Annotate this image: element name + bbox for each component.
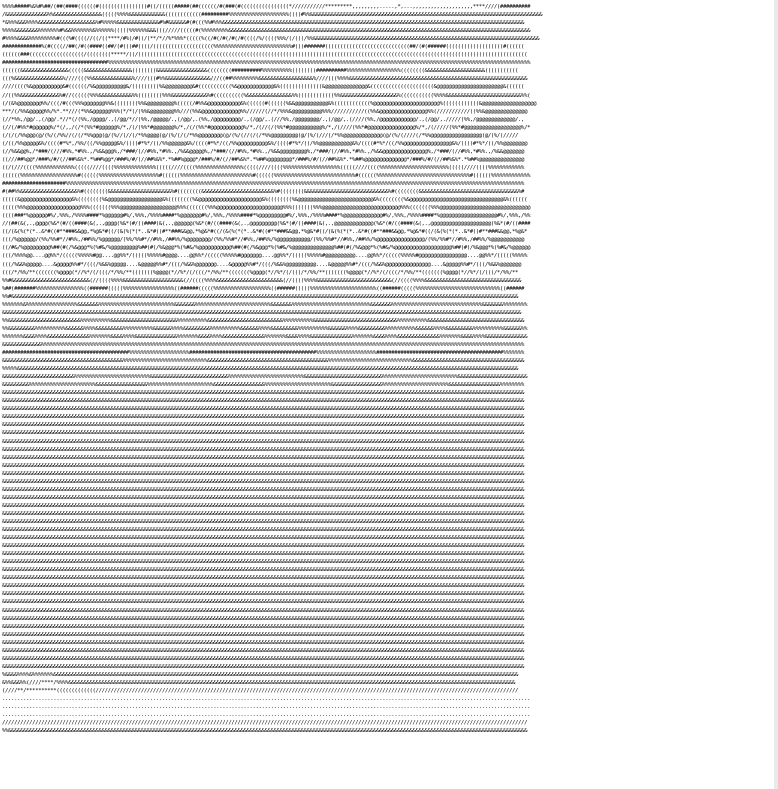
ascii-art-line: ##########################################%%%%%%%%%%%%%%%%%%%%##########################################%%%%%%%%%%%%%%%%%%%%##########################################%%%%%%% [2,350,525,357]
ascii-art-line: &&&&&&&&&&&&&&&&&&&&&&&&&&&&&&&&&&&&&&&&&&&&&&&&&&&&&&&&&&&&&&&&&&&&&&&&&&&&&&&&&&&&&&&&&&&&&&&&&&&&&&&&&&&&&&&&&&&&&&&&&&&&&&&&&&&&&&&&&&&&&&&&&&&&&&&&&&&&&&&&&&&&&&&&&&&&& [2,519,525,525]
ascii-art-line: (((/%&&%@@@@@....&@@@@@%%#*/(((/%&&%@@@@@....&@@@@@%%#*/(((/%&&%@@@@@@@....&@@@@@%%#*/(((/%&&%@@@@@@@@@@....&@@@@@%%#*/(((/%&&%@@@@@@@@@@@@@@@....&@@@@@%%#*/(((/%&&%@@@@@@@ [2,261,522,268]
ascii-art-line: #####################%%%%%%%%%%%%%%%%%%%%%%%%%%%%%%%%%%%%%%%%%%%%%%%%%%%%%%%%%%%%%%%%%%%%%%%%%%%%%%%%%%%%%%%%%%%%%%%%%%%%%%%%%%%%%%%%%%%%%%%%%%%%%%%%%%%%%%%%%%%%%%%%%%%%%%%% [2,181,525,188]
ascii-art-line: ............................................................................................................................................................................... [2,696,531,703]
ascii-art-line: &&&&&&&&&&&&&&&&&&&&&&&&&&&&&&&&&&&&&&&&&&&&&&&&&&&&&&&&&&&&&&&&&&&&&&&&&&&&&&&&&&&&&&&&&&&&&&&&&&&&&&&&&&&&&&&&&&&&&&&&&&&&&&&&&&&&&&&&&&&&&&&&&&&&&&&&&&&&&&&&&&&&&&&&&&&&& [2,494,525,501]
ascii-art-line: ((((###*%@@@@@@#%/,%%%,/%%%%####*%@@@@@@#%/,%%%,/%%%%####*%@@@@@@@#%/,%%%,/%%%%####*%@@@@@@@@@#%/,%%%,/%%%%####*%@@@@@@@@@@@@@#%/,%%%,/%%%%####*%@@@@@@@@@@@@@@@@@@@#%/,%%%,/%% [2,213,531,220]
ascii-art-line: (//%&&@@%,/*###/(///#%%,*#%%.,/%&&@@@%,/*###/(//#%%,*#%%.,/%&&@@@@@%,/*###/(//#%%,*#%%.,/%&&@@@@@@@@@%,/*###/(//#%%,*#%%.,/%&&@@@@@@@@@@@@@@@%,/*###/(//#%%,*#%%.,/%&&@@@@@@@ [2,148,525,155]
ascii-art-line: &&&&&&&&&&&&&&&&&&&&&&&&&&&&&&&&&&&&&&&&&&&&&&&&&&&&&&&&&&&&&&&&&&&&&&&&&&&&&&&&&&&&&&&&&&&&&&&&&&&&&&&&&&&&&&&&&&&&&&&&&&&&&&&&&&&&&&&&&&&&&&&&&&&&&&&&&&&&&&&&&&&&&&&&&&&&& [2,631,525,638]
ascii-art-line: #%%%%&&&&%%%%%%%%%#(((%#((((//((/((****/#%(/#((/(**/*//%*%%%*(((((%((/#(/#(/#(/#((((/%/((((%%%/(/(((/%%&&&&&&&&&&&&&&&&&&&&&&&&&&&&&&&&&&&&&&&&&&&&&&&&&&&&&&&&&&&&&&&&&&&&&&&&&&& [2,36,540,43]
ascii-art-line: &&&&&&&&&&&&&&&&&&&&&&&&&&&&&&&&&&&&&&&&&&&&&&&&&&&&&&&&&&&&&&&&&&&&&&&&&&&&&&&&&&&&&&&&&&&&&&&&&&&&&&&&&&&&&&&&&&&&&&&&&&&&&&&&&&&&&&&&&&&&&&&&&&&&&&&&&&&&&&&&&&&&&&&&&&&&& [2,398,525,405]
ascii-art-line: &&&&&&&&&&&&&&&&&&&&&&&&&&&&&&&&&&&&&&&&&&&&&&&&&&&&&&&&&&&&&&&&&&&&&&&&&&&&&&&&&&&&&&&&&&&&&&&&&&&&&&&&&&&&&&&&&&&&&&&&&&&&&&&&&&&&&&&&&&&&&&&&&&&&&&&&&&&&&&&&&&&&&&&&&&&&& [2,567,525,574]
ascii-art-line: %%&&&&&&&&&%%%%%%%%%%&&&&&&%%%%&&&&&&&&&%%%%%%%%%%&&&&&&%%%%&&&&&&&&&%%%%%%%%%%&&&&&&%%%%&&&&&&&&&%%%%%%%%%%&&&&&&%%%%&&&&&&&&&%%%%%%%%%%&&&&&&%%%%&&&&&&&&&%%%%%%%%%%&&&&&&%% [2,325,528,332]
ascii-art-line: (/(/(/%%@@@(@/(%/(/%%//(/(/*%%@@@(@/(%//(//(/*%%@@@@(@/(%/(/(/*%%@@@@@@@@(@/(%/(//(/(/*%%@@@@@@@@@(@/(%/(///(/*%%@@@@@@@@@@@@@(@/(%/(////(/*%%@@@@@@@@@@@@@@@@@(@/(%/(///// [2,132,519,139]
ascii-art-line: %%&&&&&&&&&&&&&&&&&&&&&&&&&&&&&&&&&&&&&&&&&&&&&&&&&&&&&&&&&&&&&&&&&&&&&&&&&&&&&&&&&&&&&&&&&&&&&&&&&&&&&&&&&&&&&&&&&&&&&&&&&&&&&&&&&&&&&&&&&&&&&&&&&&&&&&&&&&&&&&&&&&&&&&&&&&&& [2,728,528,735]
ascii-art-line: //((%%&&&&&&&&&&&&&%#//((((((%%%&&&&&&&&&&&%%((((((((%%%&&&&&&&&&&&&%#((((((((((%&&&&&&&&&&&&&&&%%((((((((((((%%&&&&&&&&&&&&&&&&&&&%(((((((((((%%%%&&&&&&&&&&&&&&&&&&&&&&&&&%%( [2,92,531,99]
ascii-art-line: %%%%#####%&%#%##/(##(####((((((#((((((((((((((((#((/(((((#####(##((((((/#(###(#((((((((((((((((*///////////*********,,,,,,,,,.....,*,...,,,,,,,,,,,,,,,,,,,,****////(########## [2,4,531,10]
ascii-art-line: ((((((###((((((((((((((((((/((((((((*****/((/((((((((((((((((((((((((((((((((((((((((((((((((((((((((((((((((((((((((((((((((((((((((((((((((((((((((((((((((((((((((((((((((( [2,52,528,59]
ascii-art-line: %%%%&&&&&&&&%%%%%%%#%&&%%%%%%%&%%%%%%(((((%%%%%%&&&(((/////(((((#(%%%%%%%%%&&&&&&&&&&&&&&&&&&&&&&&&&&&&&&&&&&&&&&&&&&&&&&&&&&&&&&&&&&&&&&&&&&&&&&&&&&&&&&&&&&&&&&&&&&&&&&&&&&&& [2,28,531,35]
ascii-art-line: &&&&&&&&&&&&&&&&&&&&&&&&&&&&&&&&&&&&&&&&&&&&&&&&&&&&&&&&&&&&&&&&&&&&&&&&&&&&&&&&&&&&&&&&&&&&&&&&&&&&&&&&&&&&&&&&&&&&&&&&&&&&&&&&&&&&&&&&&&&&&&&&&&&&&&&&&&&&&&&&&&&&&&&&&&&&& [2,623,525,630]
ascii-art-line: &&&&&&&&&&&&&&&&&&&&&&&&&&&&&&&&&&&&&&&&&&&&&&&&&&&&&&&&&&&&&&&&&&&&&&&&&&&&&&&&&&&&&&&&&&&&&&&&&&&&&&&&&&&&&&&&&&&&&&&&&&&&&&&&&&&&&&&&&&&&&&&&&&&&&&&&&&&&&&&&&&&&&&&&&&&&& [2,406,525,413]
ascii-art-line: //(##(&(,.,@@@@(%&*(#/((####(&(,.,@@@@(%&*(#/((####(&(,.,@@@@@@(%&*(#/((####(&(,.,@@@@@@@@@(%&*(#/((####(&(,.,@@@@@@@@@@@@@(%&*(#/((####(&(,.,@@@@@@@@@@@@@@@@@@@@(%&*(#/((#### [2,221,531,228]
ascii-art-line: ((/#&/%@@@@@@@@@%##(#(/%&@@@*%(%#&/%@@@@@@@@@%##(#(/%&@@@*%(%#&/%@@@@@@@@@@@%##(#(/%&@@@*%(%#&/%@@@@@@@@@@@@@@%##(#(/%&@@@*%(%#&/%@@@@@@@@@@@@@@@@@@@%##(#(/%&@@@*%(%#&/%@@@@@@ [2,245,531,252]
ascii-art-line: &&&&&&&&&&&&&&&&&&&&&&&&&&&&&&&&&&&&&&&&&&&&&&&&&&&&&&&&&&&&&&&&&&&&&&&&&&&&&&&&&&&&&&&&&&&&&&&&&&&&&&&&&&&&&&&&&&&&&&&&&&&&&&&&&&&&&&&&&&&&&&&&&&&&&&&&&&&&&&&&&&&&&&&&&&&&& [2,462,525,469]
ascii-art-line: &&&&&&&&&&&&&&&&&&&&&&&&&&&&&&&&&&&&&&&&&&&&&&&&&&&&&&&&&&&&&&&&&&&&&&&&&&&&&&&&&&&&&&&&&&&&&&&&&&&&&&&&&&&&&&&&&&&&&&&&&&&&&&&&&&&&&&&&&&&&&&&&&&&&&&&&&&&&&&&&&&&&&&&&&&&&& [2,446,525,453]
ascii-art-line: (((((%%%@@@@@@@@@@@@@@@@@@%%%(((((((%%%@@@@@@@@@@@@@@@@@@@%%%(((((((%%%@@@@@@@@@@@@@@@@@@@@@@%%%(((((((%%%@@@@@@@@@@@@@@@@@@@@@@@@@@%%%(((((((%%%@@@@@@@@@@@@@@@@@@@@@@@@@@@@@@ [2,205,531,212]
ascii-art-line: &&&&&&&&&&&&&&&&&&&&&&&&&&&&&&&&&&&&&&&&&&&&&&&&&&&&&&&&&&&&&&&&&&&&&&&&&&&&&&&&&&&&&&&&&&&&&&&&&&&&&&&&&&&&&&&&&&&&&&&&&&&&&&&&&&&&&&&&&&&&&&&&&&&&&&&&&&&&&&&&&&&&&&&&&&&&& [2,478,525,485]
ascii-art-line: &&&&&&&&&&&&&&&&&&&&&&&&&&&&&&&&&&&&&&&&%%%%%%%%%%%%%%%%%%%%%%%%%%%%&&&&&&&&&&&&&&&&&&&&&&&&&&&&&&&&&&&&&&&&%%%%%%%%%%%%%%%%%%%%%%%%%%%%&&&&&&&&&&&&&&&&&&&&&&&&&&&&&&&&&&&&& [2,358,525,365]
ascii-art-line: &&&&&&&&&&&&&&&&&&&&&&&&&&&&&&&&&&&&&&&&&&&&&&&&&&&&&&&&&&&&&&&&&&&&&&&&&&&&&&&&&&&&&&&&&&&&&&&&&&&&&&&&&&&&&&&&&&&&&&&&&&&&&&&&&&&&&&&&&&&&&&&&&&&&&&&&&&&&&&&&&&&&&&&&&&&&& [2,454,525,461]
ascii-art-line: (((((&@@@@@@@@@@@@@@@@@&%((((((((%&@@@@@@@@@@@@@@@@@@&%((((((((%&@@@@@@@@@@@@@@@@@@@@@&%((((((((%&@@@@@@@@@@@@@@@@@@@@@@@@@&%((((((((%&@@@@@@@@@@@@@@@@@@@@@@@@@@@@@@@&%(((((( [2,197,528,204]
ascii-art-line: #(##%%&&&&&&&&&&&&&&&&&&&%#((((((((&&&&&&&&&&&&&&&&&&&&&%#((((((((&&&&&&&&&&&&&&&&&&&&&&&&%#((((((((&&&&&&&&&&&&&&&&&&&&&&&&&&&&%#((((((((&&&&&&&&&&&&&&&&&&&&&&&&&&&&&&&&&%# [2,189,525,196]
ascii-art-line: ////////////////////////////////////////////////////////////////////////////////////////////////////////////////////////////////////////////////////////////////////////////// [2,720,528,727]
ascii-art-line: &&&&&&&&&&&&&&&&&&&&&&&&&&&&&&&&&&&&&&&&&&&&&&&&&&&&&&&&&&&&&&&&&&&&&&&&&&&&&&&&&&&&&&&&&&&&&&&&&&&&&&&&&&&&&&&&&&&&&&&&&&&&&&&&&&&&&&&&&&&&&&&&&&&&&&&&&&&&&&&&&&&&&&&&&&&&& [2,510,525,517]
ascii-art-line: &&&&&&&&&&&&&&&&&&&&&&&&&&&&&&&&&&&&&&&&&&&&&&&&&&&&&&&&&&&&&&&&&&&&&&&&&&&&&&&&&&&&&&&&&&&&&&&&&&&&&&&&&&&&&&&&&&&&&&&&&&&&&&&&&&&&&&&&&&&&&&&&&&&&&&&&&&&&&&&&&&&&&&&&&&&&& [2,535,525,542]
ascii-art-line: &&&&&&&&&&&&&&&&&&&&&&&&&&&&&&&&&&&&&&&&&&&&&&&&&&&&&&&&&&&&&&&&&&&&&&&&&&&&&&&&&&&&&&&&&&&&&&&&&&&&&&&&&&&&&&&&&&&&&&&&&&&&&&&&&&&&&&&&&&&&&&&&&&&&&&&&&&&&&&&&&&&&&&&&&&&&& [2,575,525,582]
right-edge-strip [774,0,778,789]
ascii-art-line: %&&&&%%%%&%%%%%%%&&&&&&&&&&&&&&&&&&&&&&&&&&&&&&&&&&&&&&&&&&&&&&&&&&&&&&&&&&&&&&&&&&&&&&&&&&&&&&&&&&&&&&&&&&&&&&&&&&&&&&&&&&&&&&&&&&&&&&&&&&&&&&&&&&&&&&&&&&&&&&&&&&&&&&&&&& [2,671,519,678]
ascii-art-line: &&&&&&&&&&&&&&&&&&&&&&&&&&&&&&&&&&&&&&&&&&&&&&&&&&&&&&&&&&&&&&&&&&&&&&&&&&&&&&&&&&&&&&&&&&&&&&&&&&&&&&&&&&&&&&&&&&&&&&&&&&&&&&&&&&&&&&&&&&&&&&&&&&&&&&&&&&&&&&&&&&&&&&&&&&&&& [2,502,525,509]
ascii-art-line: ###################################%%%%%%%%%%%%%%%%%%%%%%%%%%%%%%%%%%%%%%%%%%%%%%%%%%%%%%%%%%%%%%%%%%%%%%%%%%%%%%%%%%%%%%%%%%%%%%%%%%%%%%%%%%%%%%%%%%%%%%%%%%%%%%%%%%%%%%%%%%%% [2,60,531,67]
ascii-art-line: (((/*/%%/**(((((((%@@@@(*//%*/(/(((/*/%%/**(((((((%@@@@(*//%*/(/(((/*/%%/**(((((((%@@@@(*//%*/(/(((/*/%%/**(((((((%@@@@(*//%*/(/(((/*/%%/**(((((((%@@@@(*//%*/(/(((/*/%%/** [2,269,519,276]
ascii-art-line: &&&&&&&&&&&&&&&&&&&&&&&&&&&&&&&&&&&&&&&&&&&&&&&&&&&&&&&&&&&&&&&&&&&&&&&&&&&&&&&&&&&&&&&&&&&&&&&&&&&&&&&&&&&&&&&&&&&&&&&&&&&&&&&&&&&&&&&&&&&&&&&&&&&&&&&&&&&&&&&&&&&&&&&&&&&&& [2,559,525,566]
ascii-art-line: &&&&&&&&&&&&&&&&&&&&&&&&&&&&&&&&&&&&&&&&&&&&&&&&&&&&&&&&&&&&&&&&&&&&&&&&&&&&&&&&&&&&&&&&&&&&&&&&&&&&&&&&&&&&&&&&&&&&&&&&&&&&&&&&&&&&&&&&&&&&&&&&&&&&&&&&&&&&&&&&&&&&&&&&&&&&& [2,390,525,397]
ascii-art-line: #############%(#((((//##(/#((####((##/(#(((##((((/((((((((((((((((((((%%%%%%%%%%%%%%%%%%%%%%%%%%#(((#######((((((((((((((((((((((((((((##/(#(######(((((((((((((((((((#(((((( [2,44,525,51]
ascii-art-line: (////**/**********(((((((((((((//////////////////////////////////////////////////////////////////////////////////////////////////////////////////////////////////////////// [2,687,519,694]
ascii-art-line: &&&&&&&&&&&&&&&&&&&&&&&&&&&&&&&&&&&&&&&&&&&&&&&&&&&&&&&&&&&&&&&&&&&&&&&&&&&&&&&&&&&&&&&&&&&&&&&&&&&&&&&&&&&&&&&&&&&&&&&&&&&&&&&&&&&&&&&&&&&&&&&&&&&&&&&&&&&&&&&&&&&&&&&&&&&&& [2,599,525,606]
ascii-art-line: &&&&&&&&&&&&&&&&&&&&&&&&&&&&&&&&&&&&&&&&&&&&&&&&&&&&&&&&&&&&&&&&&&&&&&&&&&&&&&&&&&&&&&&&&&&&&&&&&&&&&&&&&&&&&&&&&&&&&&&&&&&&&&&&&&&&&&&&&&&&&&&&&&&&&&&&&&&&&&&&&&&&&&&&&&&& [2,309,522,316]
ascii-art-image [2,3,778,789]
ascii-art-line: &&&&&&&&&&&&&&&&&&&&&&&&&&&&&&&&&&&&&&&&&&&&&&&&&&&&&&&&&&&&&&&&&&&&&&&&&&&&&&&&&&&&&&&&&&&&&&&&&&&&&&&&&&&&&&&&&&&&&&&&&&&&&&&&&&&&&&&&&&&&&&&&&&&&&&&&&&&&&&&&&&&&&&&&&&&&& [2,438,525,445]
ascii-art-line: &&&&&&&&&%%%%%%%%%%%%%%%%%%%%%%&&&&&&&&&&&&&&&&&%%%%%%%%%%%%%%%%%%%%%%&&&&&&&&&&&&&&&&&%%%%%%%%%%%%%%%%%%%%%%&&&&&&&&&&&&&&&&&%%%%%%%%%%%%%%%%%%%%%%&&&&&&&&&&&&&&&&&%%%%%%%% [2,382,525,389]
ascii-art-line: ((///##%@@*/###%/#/(//##%&%*.*%##%@@*/###%/#/(//##%&%*.*%##%@@@@*/###%/#/(//##%&%*.*%##%@@@@@@@@*/###%/#/(//##%&%*.*%##%@@@@@@@@@@@@@@*/###%/#/(//##%&%*.*%##%@@@@@@@@@@@@@@@ [2,156,525,163]
ascii-art-line: ////((((%&@@@@@@@@@@&#((((((/%&@@@@@@@@@@&/(((((((((%&@@@@@@@@@&#(((((((((((%&@@@@@@@@@@@@&%((((((((((((((&@@@@@@@@@@@@@@&(((((((((((((((((((((&@@@@@@@@@@@@@@@@@@@@@@&(((((( [2,84,525,91]
ascii-art-line: &&&&&&&&&&&&&&&&&&&&&&&&%%%%%%%%%%%%%%%%%%%%%%%%%&&&&&&&&&&&&&&&&&&&&&&&&&&%%%%%%%%%%%%%%%%%%%%%%%%%&&&&&&&&&&&&&&&&&&&&&&&&&&%%%%%%%%%%%%%%%%%%%%%%%%%&&&&&&&&&&&&&&&&&&&&&&& [2,374,528,381]
ascii-art-line: ((/(&(%(*(*..&*#((#**###&&@@,*%@&*#((/(&(%(*(*..&*#((#**###&&@@,*%@&*#((/(&(%(*(*..&*#((#**###&&@@,*%@&*#((/(&(%(*(*..&*#((#**###&&@@,*%@&*#((/(&(%(*(*..&*#((#**###&&@@,*%@&* [2,229,528,236]
ascii-art-line: /&&&&&&&&&&&&&&%%&&&&&&&&&&&&&&&&(((((%%%%&&&&&&&&&&&&((((((((((((#########%%%%%%%%%%%%%%%%%%%%((((#%%&&&&&&&&&&&&&&&&&&&&&&&&&&&&&&&&&&&&&&&&&&&&&&&&&&&&&&&&&&&&&&&&&&&&&&&&&&&&& [2,12,543,19]
ascii-art-line: %%&&&&&&&&&&&&&&&&&&&&&&&&%%%%%%%%%%&&&&&&&&&&&&&&&&&&&&&&%%%%%%%%%%&&&&&&&&&&&&&&&&&&&&&&&&&%%%%%%%%%%&&&&&&&&&&&&&&&&&&&&&&&&&&&&%%%%%%%%%%&&&&&&&&&&&&&&&&&&&&&&&&&&&&&&&& [2,317,525,324]
ascii-art-line: %##(#######%%%%%%%%%%%%%%%%((######(((((%%%%%%%%%%%%%%%%%((######(((((%%%%%%%%%%%%%%%%%%%((######(((((%%%%%%%%%%%%%%%%%%%%%%((######(((((%%%%%%%%%%%%%%%%%%%%%%%%%%%%((###### [2,285,525,292]
ascii-art-line: &&&&&&&&&&&&&&&&&&&&&&&&&&&&&&&&&&&&&&&&&&&&&&&&&&&&&&&&&&&&&&&&&&&&&&&&&&&&&&&&&&&&&&&&&&&&&&&&&&&&&&&&&&&&&&&&&&&&&&&&&&&&&&&&&&&&&&&&&&&&&&&&&&&&&&&&&&&&&&&&&&&&&&&&&&&&& [2,430,525,437]
ascii-art-line: &%%&&&%%(////****/%%%%&&&&&&&&&&&&&&&&&&&&&&&&&&&&&&&&&&&&&&&&&&&&&&&&&&&&&&&&&&&&&&&&&&&&&&&&&&&&&&&&&&&&&&&&&&&&&&&&&&&&&&&&&&&&&&&&&&&&&&&&&&&&&&&&&&&&&&&&&&&&&&&&&&&& [2,679,516,686]
ascii-art-line: %%#&&&&&&&&&&&&&&&&&&&&&&&&&&(//((((%%%%&&&&&&&&&&&&&&&&&&&&(//((((%%%%&&&&&&&&&&&&&&&&&&&&&&(//((((%%%%&&&&&&&&&&&&&&&&&&&&&&&&&(//((((%%%%&&&&&&&&&&&&&&&&&&&&&&&&&&&&&&&& [2,277,522,284]
ascii-art-line: %%%%%%%&%%%%%%%%%%%%%%%%%&&&&&&&%%%%%%%%%%%%%%%%%%%%%%%%%&&&&&&&%%%%%%%%%%%%%%%%%%%%%%%%%&&&&&&&%%%%%%%%%%%%%%%%%%%%%%%%%%&&&&&&&%%%%%%%%%%%%%%%%%%%%%%%%%%%%%%&&&&&&&%%%%%%%% [2,301,528,308]
ascii-art-line: (((/%%%%@@....@@%%*/(((((%%%%%#@@....@@%%*/(((((%%%%%#@@@@....@@%%*/(((((%%%%%#@@@@@@@....@@%%*/(((((%%%%%#@@@@@@@@@@....@@%%*/(((((%%%%%#@@@@@@@@@@@@@@@@....@@%%*/(((((%%%%% [2,253,528,260]
ascii-art-line: (//*%%,/@@/.,(/@@/.*//*(/(%%,/@@@@/.,(/@@/*//(%%,/@@@@@/.,(/@@/,.(%%,/@@@@@@@@@/.,(/@@/,.(///%%,/@@@@@@@@/.,(/@@/,.(////(%%,/@@@@@@@@@@@@/.,(/@@/,./////(%%,/@@@@@@@@@@@@@/., [2,116,525,123]
ascii-art-line: &&&&&&&&&&&&&&&&&&&&&&&&&&&&&&&&&&&&&&&&&&&&&&&&&&&&&&&&&&&&&&&&&&&&&&&&&&&&&&&&&&&&&&&&&&&&&&&&&&&&&&&&&&&&&&&&&&&&&&&&&&&&&&&&&&&&&&&&&&&&&&&&&&&&&&&&&&&&&&&&&&&&&&&&&&&&& [2,607,525,614]
ascii-art-line: &&&&&&&&&&&&&&&&&&&&&&&&&&&&&&&&&&&&&&&&&&&&&&&&&&&&&&&&&&&&&&&&&&&&&&&&&&&&&&&&&&&&&&&&&&&&&&&&&&&&&&&&&&&&&&&&&&&&&&&&&&&&&&&&&&&&&&&&&&&&&&&&&&&&&&&&&&&&&&&&&&&&&&&&&&&&& [2,551,525,558]
ascii-art-line: (/(&%@@@@@@@@%%/(((/#(((%%%@@@@@@@%%&((((((((%%&@@@@@@@@@%(((((/#%%&@@@@@@@@@@@&%((((((#((((((%&&@@@@@@@@@@@&%((((((((((((%@@@@@@@@@@@@@@@@@@@@@@%((((((((((((&@@@@@@@@@@@@@@@@@@ [2,100,537,107]
ascii-art-line: ............................................................................................................................................................................... [2,712,531,719]
ascii-art-line: %%%%%%%&&&&%%%%&&&&&&&&&&&&&&%%%%%%%&&&&%%%%&&&&&&&&&&&&&&%%%%%%%&&&&%%%%&&&&&&&&&&&&&&%%%%%%%&&&&%%%%&&&&&&&&&&&&&&%%%%%%%&&&&%%%%&&&&&&&&&&&&&&%%%%%%%&&&&%%%%&&&&&&&&&&&&&& [2,333,528,340]
ascii-art-line: &&&&&&&&&&&&&&&&&&&&&&&&&&&&&&&&&&&&&&&&&&&&&&&&&&&&&&&&&&&&&&&&&&&&&&&&&&&&&&&&&&&&&&&&&&&&&&&&&&&&&&&&&&&&&&&&&&&&&&&&&&&&&&&&&&&&&&&&&&&&&&&&&&&&&&&&&&&&&&&&&&&&&&&&&&&&& [2,543,525,550]
ascii-art-line: *&%%%&&&%%%%&&&&&&&&&&&&&&&&&&&%#%%%%%&&&&&&&&&&&&&&#%#&&&&&&#(#(((%%#%%%&&&&&&&&&&&&&&&&&&&&&&&&&&&&&&&&&&&&&&&&&&&&&&&&&&&&&&&&&&&&&&&&&&&&&&&&&&&&&&&&&&&&&&&&&&&&&&&&&&&& [2,20,525,27]
ascii-art-line: &&&&&&&&&&&&&&&&&&&&&&&&&&&&&&&&&&&&&&&&&&&&&&&&&&&&&&&&&&&&&&&&&&&&&&&&&&&&&&&&&&&&&&&&&&&&&&&&&&&&&&&&&&&&&&&&&&&&&&&&&&&&&&&&&&&&&&&&&&&&&&&&&&&&&&&&&&&&&&&&&&&&&&&&&&&&& [2,486,525,493]
ascii-art-line: (((%&&&&&&&&&&&&&&&&%////(((%%&&&&&&&&&&&&&%////(((#%%&&&&&&&&&&&&&&&///((##%%%%%%%%%&&&&&&&&&&&&&&&&&&%////(((%%%%&&&&&&&&&&&&&&&&&&&&&&&&&&&&&&&&&&&&&&&&&&&&&&&&&&&&&&&&&&& [2,76,528,83]
ascii-art-line: &&&&&&&&&&&&&&&&&&&&&&&&&&&&&&&&&&&&&&&&&&&&&&&&&&&&&&&&&&&&&&&&&&&&&&&&&&&&&&&&&&&&&&&&&&&&&&&&&&&&&&&&&&&&&&&&&&&&&&&&&&&&&&&&&&&&&&&&&&&&&&&&&&&&&&&&&&&&&&&&&&&&&&&&&&&&& [2,647,525,654]
ascii-art-line: (//(/#%%*#@@@@@@%/*(/,,/(/*(%%*#@@@@@@%/*,/(/(%%*#@@@@@@@%/*,/(/(%%*#@@@@@@@@@@@%/*,/(//(/(%%*#@@@@@@@@@@@%/*,/(////(%%*#@@@@@@@@@@@@@@@@%/*,/(/////(%%*#@@@@@@@@@@@@@@@@@@@%/* [2,124,531,131]
ascii-art-line: %%%%%&&&&&&&&&&&&&&&&&&&&&&&&&&&&&&&&&&&&&&&&&&&&&&&&&&&&&&&&&&&&&&&&&&&&&&&&&&&&&&&&&&&&&&&&&&&&&&&&&&&&&&&&&&&&&&&&&&&&&&&&&&&&&&&&&&&&&&&&&&&&&&&&&&&&&&&&&&&&&&&&&&&&&& [2,366,519,373]
ascii-art-line: &&&&&&&&&&&&&%%%%%%%%%%%%%%%%%%%%%%%%%%%%%%%%%%%%%%%%%%%%%%%%%%%%%%%%%%%%%%%%%%%%%%%%%%%%%%%%%%%%%%%%%%%%%%%%%%%%%%%%%%%%%%%%%%%%%%%%%%%%%%%%%%%%%%%%%%%%%%%%%%%%%%%%%%%%%%%% [2,341,525,348]
ascii-art-line: ............................................................................................................................................................................... [2,704,531,711]
ascii-art-line: ***/(/%%&@@@@@%%/%*.**///(*%%&@@@@@@%%%(*/*(/(%%&@@@@@@@@%%///(%%&@@@@@@@@@@@@@%%//////(//*/%%%&@@@@@@@@@@%%%///////////((%%&@@@@@@@@@@@@@@@@%%(///////////((%%&@@@@@@@@@@@@@@ [2,108,528,115]
ascii-art-line: ((((((&&&&&&&&&&&&&&&&(((((&&&&&&&&&&&&&&&&((((((((&&&&&&&&&&&&&&&&&((((((((##########%%%%%%%%%%((((((((##########%%%%%%%%%%%%%%%%%%((((((((&&&&&&&&&&&&&&&&&&&&((((((((((( [2,68,519,75]
ascii-art-line: &&&&&&&&&&&&&&&&&&&&&&&&&&&&&&&&&&&&&&&&&&&&&&&&&&&&&&&&&&&&&&&&&&&&&&&&&&&&&&&&&&&&&&&&&&&&&&&&&&&&&&&&&&&&&&&&&&&&&&&&&&&&&&&&&&&&&&&&&&&&&&&&&&&&&&&&&&&&&&&&&&&&&&&&&&&&& [2,655,525,662]
ascii-art-line: %%#&&&&&&&&&&&&&&&&&&&&&&&&&&&&&&&&&&&&&&&&&&&&&&&&&&&&&&&&&&&&&&&&&&&&&&&&&&&&&&&&&&&&&&&&&&&&&&&&&&&&&&&&&&&&&&&&&&&&&&&&&&&&&&&&&&&&&&&&&&&&&&&&&&&&&&&&&&&&&&&&&&&&&&&& [2,293,519,300]
ascii-art-line: &&&&&&&&&&&&&&&&&&&&&&&&&&&&&&&&&&&&&&&&&&&&&&&&&&&&&&&&&&&&&&&&&&&&&&&&&&&&&&&&&&&&&&&&&&&&&&&&&&&&&&&&&&&&&&&&&&&&&&&&&&&&&&&&&&&&&&&&&&&&&&&&&&&&&&&&&&&&&&&&&&&&&&&&&&&&& [2,414,525,421]
ascii-art-line: &&&&&&&&&&&&&&&&&&&&&&&&&&&&&&&&&&&&&&&&&&&&&&&&&&&&&&&&&&&&&&&&&&&&&&&&&&&&&&&&&&&&&&&&&&&&&&&&&&&&&&&&&&&&&&&&&&&&&&&&&&&&&&&&&&&&&&&&&&&&&&&&&&&&&&&&&&&&&&&&&&&&&&&&&&&&& [2,639,525,646]
ascii-art-line: (/((/%%@@@@@&%/((((#*%*,/%%/((/%%@@@@@&%/((((#*%*/((/%%@@@@@@&%/((((#*%*/((/%%@@@@@@@@@@&%/((((#*%*/((/%%@@@@@@@@@@@&%/((((#*%*/((/%%@@@@@@@@@@@@@@@@&%/((((#*%*/((/%%@@@@@@@@ [2,140,528,147]
ascii-art-line: &&&&&&&&&&&&&&&&&&&&&&&&&&&&&&&&&&&&&&&&&&&&&&&&&&&&&&&&&&&&&&&&&&&&&&&&&&&&&&&&&&&&&&&&&&&&&&&&&&&&&&&&&&&&&&&&&&&&&&&&&&&&&&&&&&&&&&&&&&&&&&&&&&&&&&&&&&&&&&&&&&&&&&&&&&&&& [2,470,525,477]
ascii-art-line: &&&&&&&&&&&&&&&&&&&&&&&&&&&&&&&&&&&&&&&&&&&&&&&&&&&&&&&&&&&&&&&&&&&&&&&&&&&&&&&&&&&&&&&&&&&&&&&&&&&&&&&&&&&&&&&&&&&&&&&&&&&&&&&&&&&&&&&&&&&&&&&&&&&&&&&&&&&&&&&&&&&&&&&&&&&&& [2,591,525,598]
ascii-art-line: (((/%@@@@@@/(%%/%%#*//#%%,/##%%/%@@@@@@/(%%/%%#*//#%%,/##%%/%@@@@@@@@/(%%/%%#*//#%%,/##%%/%@@@@@@@@@@@/(%%/%%#*//#%%,/##%%/%@@@@@@@@@@@@@@@@/(%%/%%#*//#%%,/##%%/%@@@@@@@@@@@ [2,237,525,244]
ascii-art-line: ((((((%%%%%%%%%%%%%%%%%%%#((((((%%%%%%%%%%%%%%%%%%%%#((((((%%%%%%%%%%%%%%%%%%%%%%%%#((((((%%%%%%%%%%%%%%%%%%%%%%%%%%%#((((((%%%%%%%%%%%%%%%%%%%%%%%%%%%%%%%#((((((%%%%%%%%%%%%% [2,172,531,179]
ascii-art-line: &&&&&&&&&&&&&&&&&&&&&&&&&&&&&&&&&&&&&&&&&&&&&&&&&&&&&&&&&&&&&&&&&&&&&&&&&&&&&&&&&&&&&&&&&&&&&&&&&&&&&&&&&&&&&&&&&&&&&&&&&&&&&&&&&&&&&&&&&&&&&&&&&&&&&&&&&&&&&&&&&&&&&&&&&&&&& [2,422,525,429]
ascii-art-line: &&&&&&&&&&&&&&&&&&&&&&&&&&&&&&&&&&&&&&&&&&&&&&&&&&&&&&&&&&&&&&&&&&&&&&&&&&&&&&&&&&&&&&&&&&&&&&&&&&&&&&&&&&&&&&&&&&&&&&&&&&&&&&&&&&&&&&&&&&&&&&&&&&&&&&&&&&&&&&&&&&&&&&&&&&&&& [2,615,525,622]
ascii-art-line: &&&&&&&&&&&&&&&&&&&&&&&&&&&&&&&&&&&&&&&&&&&&&&&&&&&&&&&&&&&&&&&&&&&&&&&&&&&&&&&&&&&&&&&&&&&&&&&&&&&&&&&&&&&&&&&&&&&&&&&&&&&&&&&&&&&&&&&&&&&&&&&&&&&&&&&&&&&&&&&&&&&&&&&&&&&&& [2,527,525,534]
ascii-art-line: &&&&&&&&&&&&&&&&&&&&&&&&&&&&&&&&&&&&&&&&&&&&&&&&&&&&&&&&&&&&&&&&&&&&&&&&&&&&&&&&&&&&&&&&&&&&&&&&&&&&&&&&&&&&&&&&&&&&&&&&&&&&&&&&&&&&&&&&&&&&&&&&&&&&&&&&&&&&&&&&&&&&&&&&&&&&& [2,663,525,670]
ascii-art-line: &&&&&&&&&&&&&&&&&&&&&&&&&&&&&&&&&&&&&&&&&&&&&&&&&&&&&&&&&&&&&&&&&&&&&&&&&&&&&&&&&&&&&&&&&&&&&&&&&&&&&&&&&&&&&&&&&&&&&&&&&&&&&&&&&&&&&&&&&&&&&&&&&&&&&&&&&&&&&&&&&&&&&&&&&&&&& [2,583,525,590]
ascii-art-line: ((/(///((((%%%%%%%%%%%%%(((((////((((%%%%%%%%%%%%%%(((((////((((%%%%%%%%%%%%%%%%(((((////((((%%%%%%%%%%%%%%%%%%%(((((////((((%%%%%%%%%%%%%%%%%%%%%%%(((((////((((%%%%%%%%%%%% [2,164,525,171]
